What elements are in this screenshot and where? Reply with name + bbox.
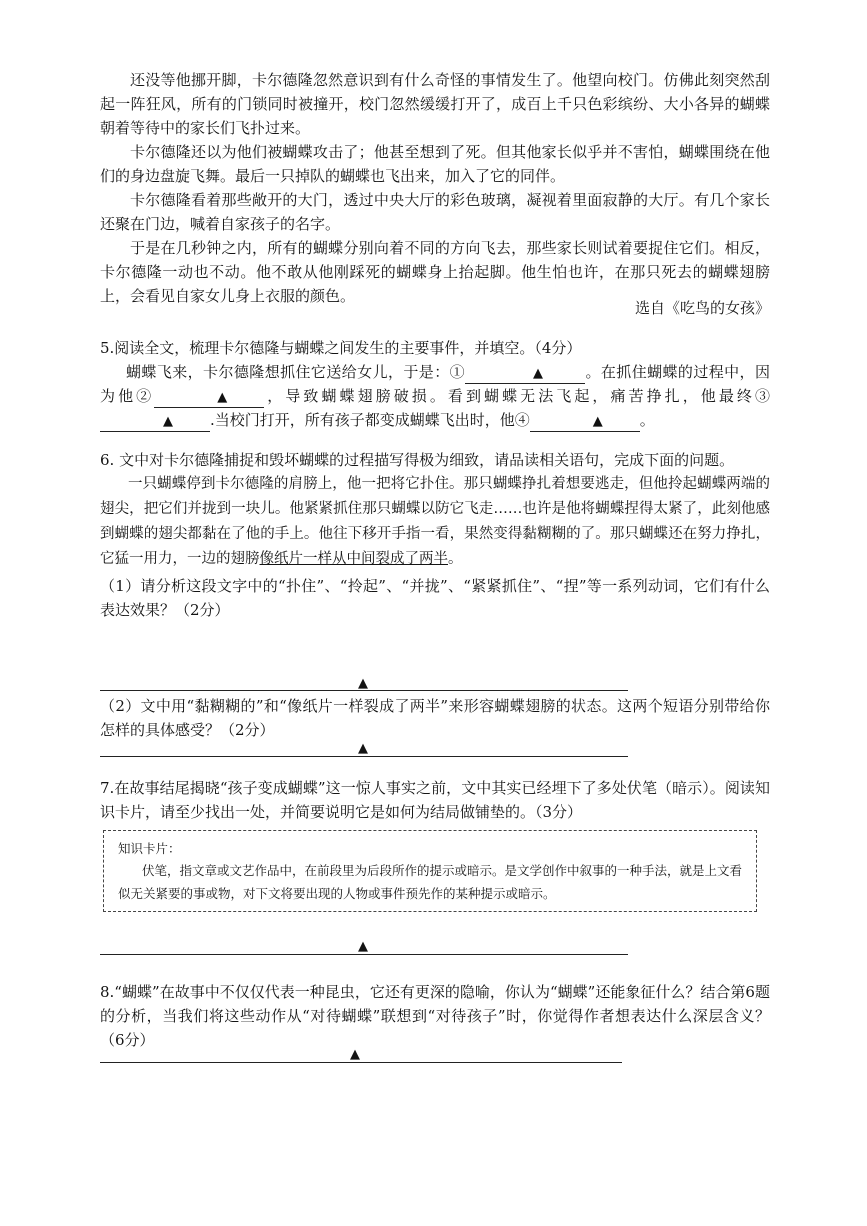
question-6: [100, 448, 770, 622]
q5-blank-3[interactable]: [100, 411, 210, 432]
question-5: [100, 336, 770, 432]
story-paragraph-3: 卡尔德隆看着那些敞开的大门，透过中央大厅的彩色玻璃，凝视着里面寂静的大厅。有几个家长还聚在门边，喊着自家孩子的名字。: [100, 191, 770, 233]
q5-blank-4[interactable]: [530, 411, 640, 432]
question-6-part-2: [100, 694, 770, 742]
answer-marker-icon: ▲: [592, 414, 603, 429]
q7-answer-line[interactable]: [100, 954, 628, 955]
knowledge-card-body: 伏笔，指文章或文艺作品中，在前段里为后段所作的提示或暗示。是文学创作中叙事的一种手法，就是上文看似无关紧要的事或物，对下文将要出现的人物或事件预先作的某种提示或暗示。: [118, 863, 743, 901]
q5-text-3: ，导致蝴蝶翅膀破损。看到蝴蝶无法飞起，痛苦挣扎，他最终: [264, 387, 755, 405]
q6-title: 6. 文中对卡尔德隆捕捉和毁坏蝴蝶的过程描写得极为细致，请品读相关语句，完成下面的问题。: [100, 451, 735, 469]
q6-sub2: （2）文中用“黏糊糊的”和“像纸片一样裂成了两半”来形容蝴蝶翅膀的状态。这两个短语分别带给你怎样的具体感受？（2分）: [100, 697, 770, 739]
question-8: [100, 980, 770, 1052]
q5-text-1: 蝴蝶飞来，卡尔德隆想抓住它送给女儿，于是：: [126, 363, 450, 381]
q5-text-2: 。在抓住蝴蝶的过程中，因为他: [100, 363, 770, 405]
answer-marker-icon: ▲: [163, 414, 173, 429]
story-paragraph-4: 于是在几秒钟之内，所有的蝴蝶分别向着不同的方向飞去，那些家长则试着要捉住它们。相反，卡尔德隆一动也不动。他不敢从他刚踩死的蝴蝶身上抬起脚。他生怕也许，在那只死去的蝴蝶翅膀上，会看见自家女儿身上衣服的颜色。: [100, 239, 770, 305]
q5-blank-1[interactable]: [465, 363, 585, 384]
q5-blank-2[interactable]: [154, 387, 264, 408]
question-7: [100, 776, 770, 824]
q6-sub1: （1）请分析这段文字中的“扑住”、“拎起”、“并拢”、“紧紧抓住”、“捏”等一系列动词，它们有什么表达效果？（2分）: [100, 577, 770, 619]
answer-marker-icon: ▲: [217, 390, 228, 405]
q7-title: 7.在故事结尾揭晓“孩子变成蝴蝶”这一惊人事实之前，文中其实已经埋下了多处伏笔（暗示）。阅读知识卡片，请至少找出一处，并简要说明它是如何为结局做铺垫的。（3分）: [100, 779, 770, 821]
q5-title: 5.阅读全文，梳理卡尔德隆与蝴蝶之间发生的主要事件，并填空。（4分）: [100, 339, 582, 357]
q6-excerpt-text: 一只蝴蝶停到卡尔德隆的肩膀上，他一把将它扑住。那只蝴蝶挣扎着想要逃走，但他拎起蝴蝶两端的翅尖，把它们并拢到一块儿。他紧紧抓住那只蝴蝶以防它飞走……也许是他将蝴蝶捏得太紧了，此刻他感到蝴蝶的翅尖都黏在了他的手上。他往下移开手指一看，果然变得黏糊糊的了。那只蝴蝶还在努力挣扎，它猛一用力，一边的翅膀: [100, 476, 770, 567]
story-paragraph-1: 还没等他挪开脚，卡尔德隆忽然意识到有什么奇怪的事情发生了。他望向校门。仿佛此刻突然刮起一阵狂风，所有的门锁同时被撞开，校门忽然缓缓打开了，成百上千只色彩缤纷、大小各异的蝴蝶朝着等待中的家长们飞扑过来。: [100, 71, 770, 137]
q5-body: [100, 360, 770, 432]
knowledge-card: [103, 830, 757, 912]
q6-excerpt-underlined: 像纸片一样从中间裂成了两半: [259, 551, 448, 567]
q5-num-1: ①: [449, 363, 466, 381]
q5-num-2: ②: [136, 387, 155, 405]
q5-text-5: 。: [639, 411, 655, 429]
q6-excerpt: [100, 472, 770, 572]
story-source: 选自《吃鸟的女孩》: [634, 299, 770, 317]
q5-num-3: ③: [754, 387, 770, 405]
q6-sub2-answer-line[interactable]: [100, 756, 628, 757]
q8-title: 8.“蝴蝶”在故事中不仅仅代表一种昆虫，它还有更深的隐喻，你认为“蝴蝶”还能象征什么？结合第6题的分析，当我们将这些动作从“对待蝴蝶”联想到“对待孩子”时，你觉得作者想表达什么深层含义？（6分）: [100, 983, 770, 1049]
q5-text-4: .当校门打开，所有孩子都变成蝴蝶飞出时，他: [210, 411, 515, 429]
q6-sub1-answer-line[interactable]: [100, 690, 628, 691]
story-passage: [100, 68, 770, 308]
q6-excerpt-end: 。: [448, 551, 463, 567]
answer-marker-icon: ▲: [358, 676, 368, 691]
story-paragraph-2: 卡尔德隆还以为他们被蝴蝶攻击了；他甚至想到了死。但其他家长似乎并不害怕，蝴蝶围绕在他们的身边盘旋飞舞。最后一只掉队的蝴蝶也飞出来，加入了它的同伴。: [100, 143, 770, 185]
answer-marker-icon: ▲: [533, 366, 544, 381]
answer-marker-icon: ▲: [358, 939, 368, 954]
answer-marker-icon: ▲: [358, 741, 368, 756]
q8-answer-line[interactable]: [100, 1062, 622, 1063]
answer-marker-icon: ▲: [350, 1047, 360, 1062]
q5-num-4: ④: [514, 411, 530, 429]
knowledge-card-title: 知识卡片：: [118, 841, 181, 856]
